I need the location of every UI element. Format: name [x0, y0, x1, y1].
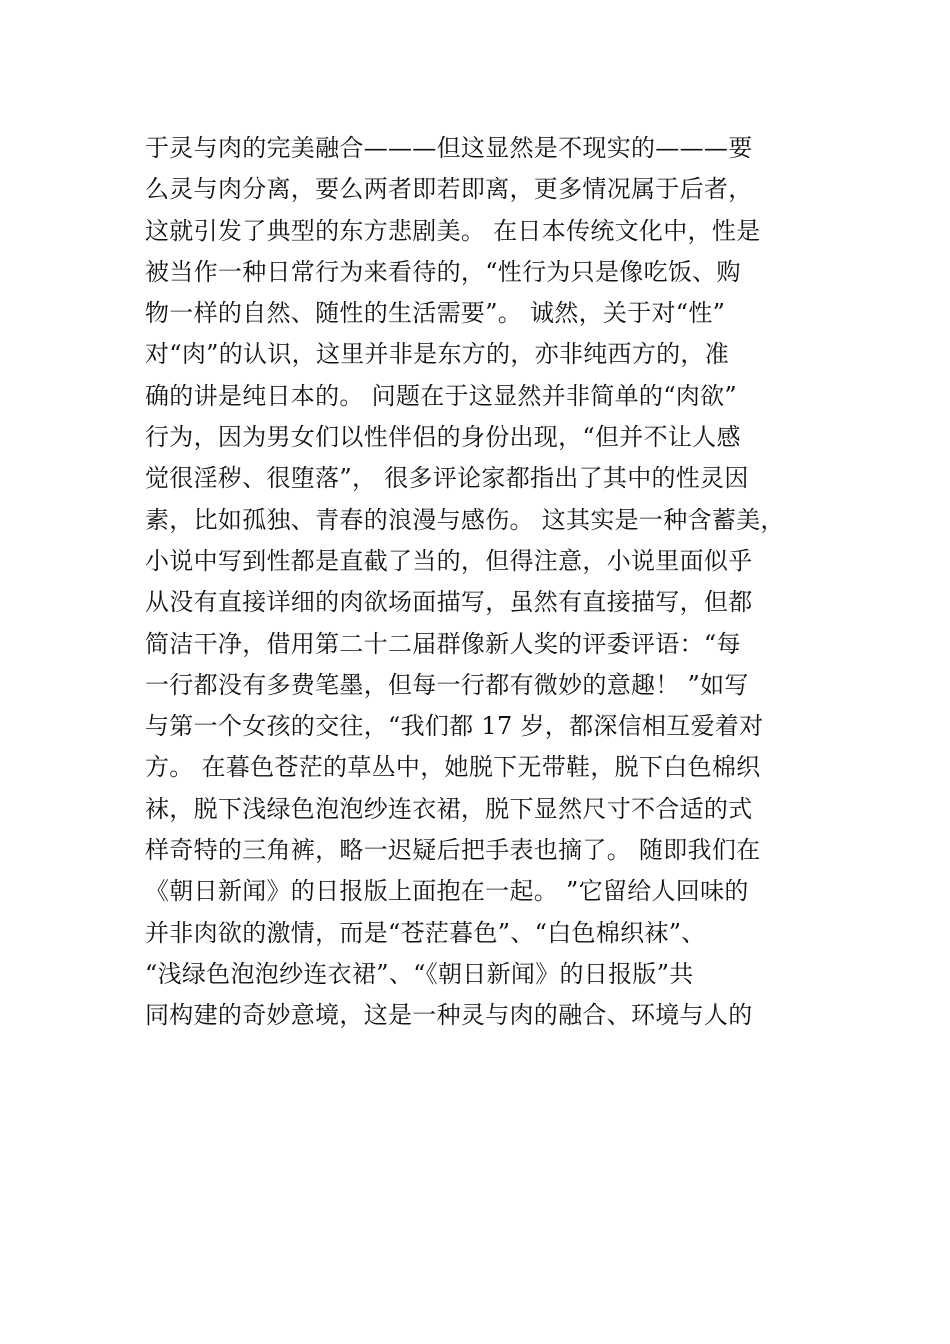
text-line: 一行都没有多费笔墨，但每一行都有微妙的意趣！ ”如写 — [145, 670, 749, 699]
text-line: 确的讲是纯日本的。 问题在于这显然并非简单的“肉欲” — [145, 381, 737, 410]
body-paragraph — [145, 128, 825, 1037]
text-line: 素，比如孤独、青春的浪漫与感伤。 这其实是一种含蓄美， — [145, 505, 785, 534]
text-line: 觉很淫秽、很堕落”， 很多评论家都指出了其中的性灵因 — [145, 464, 749, 493]
text-line: 并非肉欲的激情，而是“苍茫暮色”、“白色棉织袜”、 — [145, 918, 706, 947]
text-line: 《朝日新闻》的日报版上面抱在一起。 ”它留给人回味的 — [145, 877, 749, 906]
text-line: 简洁干净，借用第二十二届群像新人奖的评委评语：“每 — [145, 629, 741, 658]
text-line: 样奇特的三角裤，略一迟疑后把手表也摘了。 随即我们在 — [145, 836, 761, 865]
text-line: 对“肉”的认识，这里并非是东方的，亦非纯西方的，准 — [145, 340, 730, 369]
text-line: 么灵与肉分离，要么两者即若即离，更多情况属于后者， — [145, 175, 753, 204]
text-line: 方。 在暮色苍茫的草丛中，她脱下无带鞋，脱下白色棉织 — [145, 753, 761, 782]
text-line: 行为，因为男女们以性伴侣的身份出现，“但并不让人感 — [145, 423, 741, 452]
text-line: 从没有直接详细的肉欲场面描写，虽然有直接描写，但都 — [145, 588, 753, 617]
text-line: 于灵与肉的完美融合———但这显然是不现实的———要 — [145, 134, 753, 162]
text-line: 袜，脱下浅绿色泡泡纱连衣裙，脱下显然尺寸不合适的式 — [145, 794, 753, 823]
text-line: 同构建的奇妙意境，这是一种灵与肉的融合、环境与人的 — [145, 1001, 753, 1030]
text-line: 物一样的自然、随性的生活需要”。 诚然，关于对“性” — [145, 299, 726, 328]
text-line: 与第一个女孩的交往，“我们都 17 岁，都深信相互爱着对 — [145, 712, 764, 741]
text-line: “浅绿色泡泡纱连衣裙”、“《朝日新闻》的日报版”共 — [145, 959, 694, 988]
text-line: 小说中写到性都是直截了当的，但得注意，小说里面似乎 — [145, 546, 753, 575]
text-line: 这就引发了典型的东方悲剧美。 在日本传统文化中，性是 — [145, 216, 761, 245]
text-line: 被当作一种日常行为来看待的，“性行为只是像吃饭、购 — [145, 257, 741, 286]
